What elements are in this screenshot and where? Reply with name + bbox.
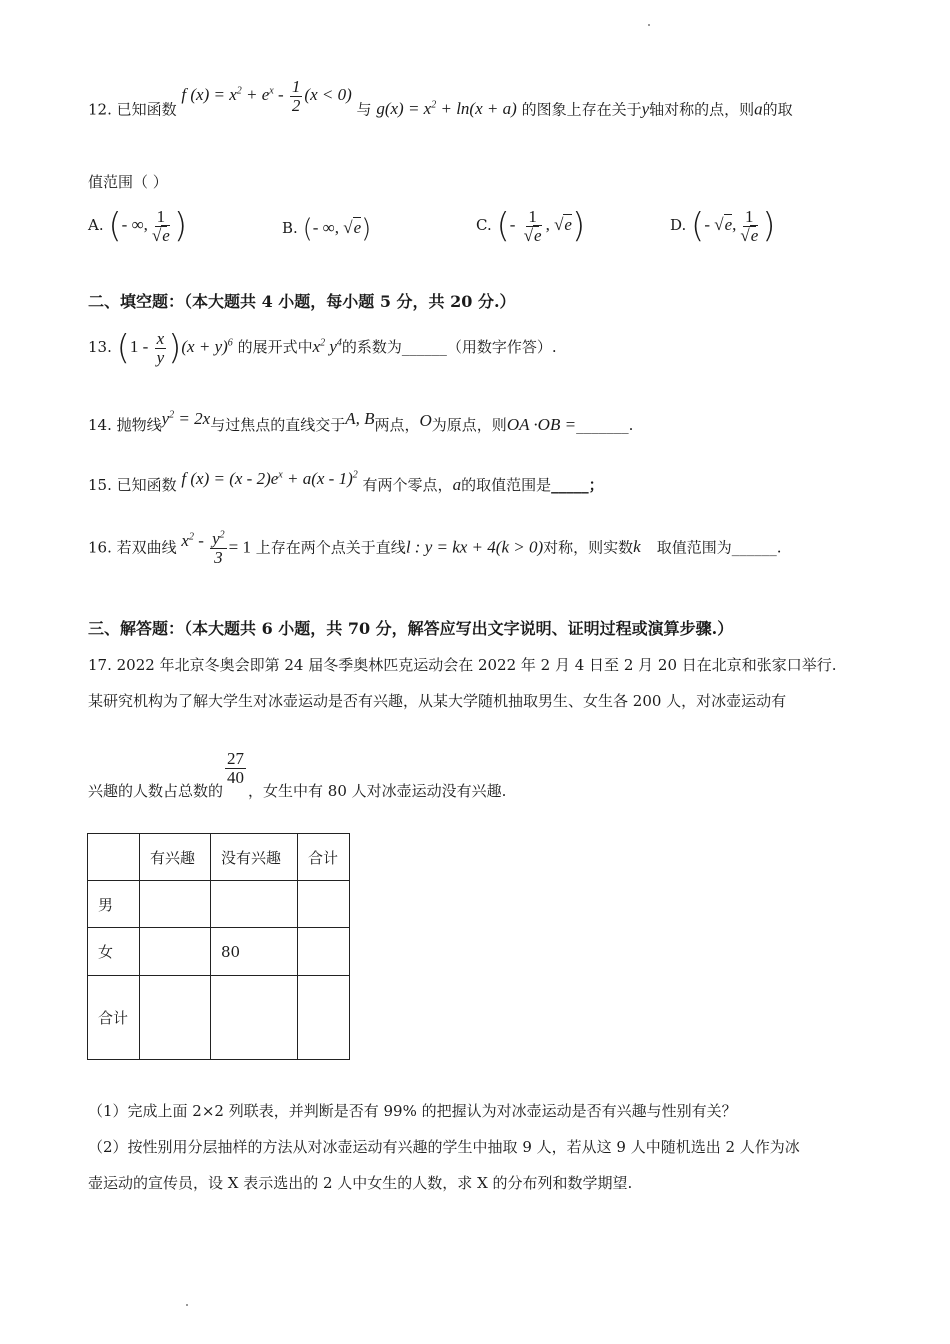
option-a: A. (- ∞, $\frac{1}{√e}$ ): [88, 206, 188, 246]
q12-fx: f $(x) = x^2 + e^x$ - $\frac{1}{2}$ (x < 0): [181, 77, 352, 115]
q17-sub2a: （2）按性别用分层抽样的方法从对冰壶运动有兴趣的学生中抽取 9 人，若从这 9 人中随机选出 2 人作为冰: [88, 1138, 800, 1156]
q15: 15. 已知函数 f $(x) = (x - 2)e^x + a(x - 1)^2$ 有两个零点，a的取值范围是_____；: [88, 469, 604, 494]
q12-line2: 值范围（ ）: [88, 173, 168, 191]
decorative-dot: [648, 24, 650, 26]
table-header-cell: 有兴趣: [140, 834, 211, 881]
q12-gx: $g(x) = x^2 + \ln(x + a)$: [376, 99, 517, 119]
option-b: B. (- ∞, √e): [282, 214, 372, 244]
decorative-dot: [186, 1304, 188, 1306]
q14: 14. 抛物线$y^2 = 2x$与过焦点的直线交于A, B两点，O为原点，则OA ·OB =_______.: [88, 409, 634, 434]
q16: 16. 若双曲线 $x^2$ - $\frac{y^2}{3}$ = 1 上存在两个点关于直线l : y = kx + 4(k > 0)对称，则实数k 取值范围为______.: [88, 529, 782, 567]
section-2-heading: 二、填空题：（本大题共 4 小题，每小题 5 分，共 20 分.）: [88, 292, 516, 311]
fraction-27-40: $\frac{27}{40}$: [227, 749, 245, 787]
q13: 13. (1 - $\frac{x}{y}$ )$(x + y)^6$ 的展开式中$x^2$ $y^4$的系数为______（用数字作答）.: [88, 328, 557, 368]
table-row: 合计: [88, 976, 350, 1060]
q12-line1: 12. 已知函数 f $(x) = x^2 + e^x$ - $\frac{1}{2}$ (x < 0) 与 $g(x) = x^2 + \ln(x + a)$ 的图象上存在关于y轴对称的点，则a的取: [88, 77, 793, 119]
table-header-cell: 合计: [298, 834, 350, 881]
option-c: C. (- $\frac{1}{√e}$ , √e): [476, 206, 586, 246]
q17-sub2b: 壶运动的宣传员，设 X 表示选出的 2 人中女生的人数，求 X 的分布列和数学期望.: [88, 1174, 633, 1192]
table-header-cell: 没有兴趣: [211, 834, 298, 881]
q17-line2: 某研究机构为了解大学生对冰壶运动是否有兴趣，从某大学随机抽取男生、女生各 200 人，对冰壶运动有: [88, 692, 787, 710]
table-row: 女 80: [88, 928, 350, 976]
q17-sub1: （1）完成上面 2×2 列联表，并判断是否有 99% 的把握认为对冰壶运动是否有兴趣与性别有关？: [88, 1102, 737, 1120]
section-3-heading: 三、解答题：（本大题共 6 小题，共 70 分，解答应写出文字说明、证明过程或演算步骤.）: [88, 619, 734, 638]
table-header-cell: [88, 834, 140, 881]
q12-between: 与: [356, 100, 372, 119]
q12-number: 12. 已知函数: [88, 100, 177, 119]
table-row: 男: [88, 881, 350, 928]
option-d: D. (- √e, $\frac{1}{√e}$ ): [670, 206, 776, 246]
q17-line1: 17. 2022 年北京冬奥会即第 24 届冬季奥林匹克运动会在 2022 年 2 月 4 日至 2 月 20 日在北京和张家口举行.: [88, 656, 837, 674]
contingency-table: [87, 833, 350, 1060]
q17-line3: 兴趣的人数占总数的 $\frac{27}{40}$ ，女生中有 80 人对冰壶运动没有兴趣.: [88, 749, 507, 801]
